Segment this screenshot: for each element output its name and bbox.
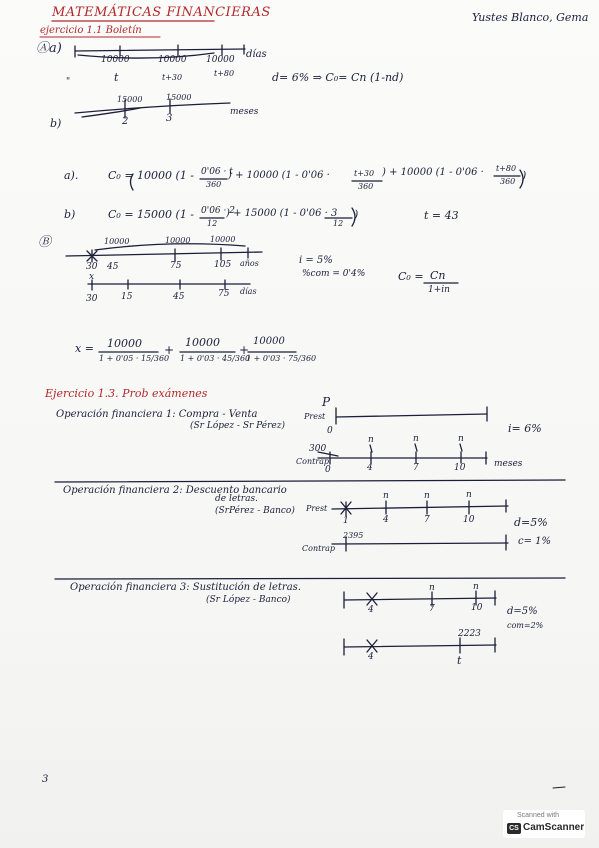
op3-tick-10: 10 bbox=[471, 603, 483, 613]
op2-tick-10: 10 bbox=[463, 515, 475, 525]
op1-zero-bottom: 0 bbox=[325, 465, 331, 475]
timeline-a-axis bbox=[75, 49, 245, 51]
b-tl1-tick-45: 45 bbox=[107, 262, 119, 272]
op1-tick-4: 4 bbox=[367, 463, 373, 473]
discount-formula: d= 6% ⇒ C₀= Cn (1-nd) bbox=[272, 71, 404, 84]
b-interest-rate: i = 5% bbox=[299, 255, 333, 266]
op1-tick-7: 7 bbox=[413, 463, 419, 473]
tl2-tick-2: 2 bbox=[122, 116, 129, 127]
camscanner-logo-icon: CS bbox=[507, 823, 521, 834]
op3-tick-7: 7 bbox=[429, 604, 435, 614]
b-tl1-amount-3: 10000 bbox=[210, 235, 236, 244]
part-b-label: b) bbox=[50, 117, 62, 130]
tl2-tick-3: 3 bbox=[166, 113, 173, 124]
op2-n-2: n bbox=[424, 491, 430, 501]
tl1-mark: " bbox=[66, 77, 71, 87]
op1-unit: meses bbox=[494, 459, 523, 469]
x-t1-num: 10000 bbox=[107, 337, 142, 350]
op2-tick-7: 7 bbox=[424, 515, 430, 525]
op1-n-1: n bbox=[368, 435, 374, 445]
b-c0-den: 1+in bbox=[428, 285, 450, 295]
sol-b-label: b) bbox=[64, 208, 76, 221]
b-tl2-tick-30: 30 bbox=[86, 294, 98, 304]
op3-line-bottom bbox=[344, 645, 496, 647]
op3-tick-4: 4 bbox=[368, 605, 374, 615]
b-tl1-amount-2: 10000 bbox=[165, 236, 191, 245]
op2-label: Operación financiera 2: Descuento bancario bbox=[63, 485, 287, 496]
op3-parties: (Sr López - Banco) bbox=[206, 595, 291, 605]
x-t2-num: 10000 bbox=[185, 336, 220, 349]
tl1-amount-2: 10000 bbox=[158, 55, 187, 65]
op2-prest: Prest bbox=[306, 504, 328, 513]
x-lhs: x = bbox=[75, 342, 94, 355]
sol-a-label: a). bbox=[64, 169, 79, 182]
sol-b-end: ) bbox=[354, 208, 359, 221]
sol-a-mid2: ) + 10000 (1 - 0'06 · bbox=[382, 167, 484, 178]
b-tl1-unit: años bbox=[240, 259, 259, 268]
b-tl1-amount-1: 10000 bbox=[104, 237, 130, 246]
tl2-amount-1: 15000 bbox=[117, 95, 143, 104]
sol-a-f3-num: t+80 bbox=[496, 164, 517, 173]
op2-n-1: n bbox=[383, 491, 389, 501]
b-tl1-under: x bbox=[89, 272, 95, 282]
op1-line-top bbox=[336, 414, 487, 417]
tl1-tick-t: t bbox=[114, 71, 119, 84]
op1-rate: i= 6% bbox=[508, 422, 542, 435]
b-c0-lhs: C₀ = bbox=[398, 270, 424, 283]
sol-b-f1-den: 12 bbox=[207, 219, 218, 228]
b-timeline2-ticks bbox=[92, 280, 225, 290]
op3-n-2: n bbox=[473, 582, 479, 592]
op1-n-3: n bbox=[458, 434, 464, 444]
op2-amount: 2395 bbox=[343, 531, 364, 540]
tl1-tick-t80: t+80 bbox=[214, 69, 235, 78]
separator-2 bbox=[55, 578, 565, 579]
x-t3-num: 10000 bbox=[253, 336, 285, 347]
b-tl1-tick-30: 30 bbox=[86, 262, 98, 272]
tl2-unit: meses bbox=[230, 107, 259, 117]
exercise-1-1-title: ejercicio 1.1 Boletín bbox=[40, 25, 142, 36]
x-t2-den: 1 + 0'03 · 45/360 bbox=[180, 354, 251, 363]
timeline-b-axis bbox=[75, 103, 230, 113]
op3-label: Operación financiera 3: Sustitución de letras. bbox=[70, 582, 301, 593]
sol-a-f1-num: 0'06 · t bbox=[201, 167, 233, 177]
sol-b-f1-num: 0'06 · 2 bbox=[201, 206, 235, 216]
op2-rate-d: d=5% bbox=[514, 516, 548, 529]
tl1-tick-t30: t+30 bbox=[162, 73, 183, 82]
op3-line-top bbox=[344, 598, 496, 600]
op2-line-top bbox=[332, 506, 508, 509]
op3-amount: 2223 bbox=[458, 629, 481, 639]
op1-zero-top: 0 bbox=[327, 426, 333, 436]
b-tl2-unit: días bbox=[240, 287, 257, 296]
op1-tick-10: 10 bbox=[454, 463, 466, 473]
b-commission: %com = 0'4% bbox=[302, 269, 366, 279]
x-t3-den: 1 + 0'03 · 75/360 bbox=[246, 354, 317, 363]
b-tl1-tick-105: 105 bbox=[214, 260, 232, 270]
sol-a-end: ) bbox=[522, 169, 527, 182]
op2-n-3: n bbox=[466, 490, 472, 500]
op1-prest: Prest bbox=[304, 412, 326, 421]
op1-n-2: n bbox=[413, 434, 419, 444]
op2-label2: de letras. bbox=[215, 494, 258, 504]
op1-parties: (Sr López - Sr Pérez) bbox=[190, 421, 286, 431]
op2-tick-4: 4 bbox=[383, 515, 389, 525]
section-b-marker: Ⓑ bbox=[38, 235, 52, 250]
sol-a-f3-den: 360 bbox=[500, 177, 516, 186]
op3-tick2-t: t bbox=[457, 654, 462, 667]
sol-a-f1-den: 360 bbox=[206, 180, 222, 189]
b-tl2-tick-75: 75 bbox=[218, 289, 230, 299]
op3-rate-d: d=5% bbox=[507, 606, 538, 617]
sol-a-f2-den: 360 bbox=[358, 182, 374, 191]
op1-amount: 300 bbox=[309, 444, 327, 454]
timeline-a-brace bbox=[78, 53, 214, 58]
op2-tick-1: 1 bbox=[343, 516, 349, 526]
op3-rate-c: com=2% bbox=[507, 621, 544, 630]
scanned-notebook-page: MATEMÁTICAS FINANCIERAS Yustes Blanco, Gema ejercicio 1.1 Boletín Ⓐa) 10000 10000 10000 días " t t+30 t+80 d= 6% ⇒ C₀= Cn (1-nd) b) 15000 15000 2 3 meses a). C₀ = 10000 (1 - 0'06 · t 360 ) + 10000 (1 - 0'06 · t+30 360 ) + 10000 (1 - 0'06 · t+80 360 ) b) C₀ = 15000 (1 - 0'06 · 2 12 ) + 15000 (1 - 0'06 · 3 12 ) t = 43 Ⓑ 10000 10000 10000 30 45 75 105 años x 30 15 45 75 días i = 5% %com = 0'4% C₀ = Cn 1+in x = 10000 1 + 0'05 · 15/360 + 10000 1 + 0'03 · 45/360 + 10000 1 + 0'03 · 75/360 Ejercicio 1.3. Prob exámenes Operación financiera 1: Compra - Venta (Sr López - Sr Pérez) P Prest 0 300 Contrap 0 n n n 4 7 10 meses i= 6% Operación financiera 2: Descuento bancario de letras. (SrPérez - Banco) Prest n n n 1 4 7 10 d=5% 2395 Contrap c= 1% Operación financiera 3: Sustitución de letras. (Sr López - Banco) n n 4 7 10 d=5% com=2% 2223 4 t 3 Scanned with CS CamScanner bbox=[0, 0, 599, 848]
op1-contr: Contrap bbox=[296, 457, 330, 466]
page-title: MATEMÁTICAS FINANCIERAS bbox=[52, 5, 271, 20]
sol-b-lhs: C₀ = 15000 (1 - bbox=[108, 208, 195, 221]
op3-n-1: n bbox=[429, 583, 435, 593]
b-c0-num: Cn bbox=[430, 269, 446, 282]
sol-a-mid1: ) + 10000 (1 - 0'06 · bbox=[228, 170, 330, 181]
op3-tick2-4: 4 bbox=[368, 652, 374, 662]
author-name: Yustes Blanco, Gema bbox=[472, 11, 589, 24]
x-t1-den: 1 + 0'05 · 15/360 bbox=[99, 354, 170, 363]
page-number: 3 bbox=[42, 774, 49, 785]
part-a-label: Ⓐa) bbox=[36, 41, 62, 56]
op1-P: P bbox=[322, 395, 331, 409]
tl2-amount-2: 15000 bbox=[166, 93, 192, 102]
sol-a-f2-num: t+30 bbox=[354, 169, 375, 178]
sol-b-f2-den: 12 bbox=[333, 219, 344, 228]
scanner-brand: CamScanner bbox=[523, 822, 585, 833]
op2-parties: (SrPérez - Banco) bbox=[215, 506, 295, 516]
sol-b-result: t = 43 bbox=[424, 209, 459, 222]
separator-1 bbox=[55, 480, 565, 482]
tl1-amount-3: 10000 bbox=[206, 55, 235, 65]
sol-b-mid: ) + 15000 (1 - 0'06 · 3 bbox=[226, 208, 338, 219]
scanner-watermark bbox=[503, 810, 585, 838]
op2-rate-c: c= 1% bbox=[518, 536, 552, 547]
b-tl2-tick-15: 15 bbox=[121, 292, 133, 302]
op2-line-bottom bbox=[332, 543, 508, 544]
sol-a-lhs: C₀ = 10000 (1 - bbox=[108, 169, 195, 182]
op2-contr: Contrap bbox=[302, 544, 336, 553]
tl1-unit: días bbox=[246, 49, 267, 60]
scanner-caption: Scanned with bbox=[517, 812, 560, 819]
tl1-amount-1: 10000 bbox=[101, 55, 130, 65]
exercise-1-3-title: Ejercicio 1.3. Prob exámenes bbox=[45, 387, 208, 400]
b-tl2-tick-45: 45 bbox=[173, 292, 185, 302]
b-tl1-tick-75: 75 bbox=[170, 261, 182, 271]
op1-label: Operación financiera 1: Compra - Venta bbox=[56, 409, 258, 420]
